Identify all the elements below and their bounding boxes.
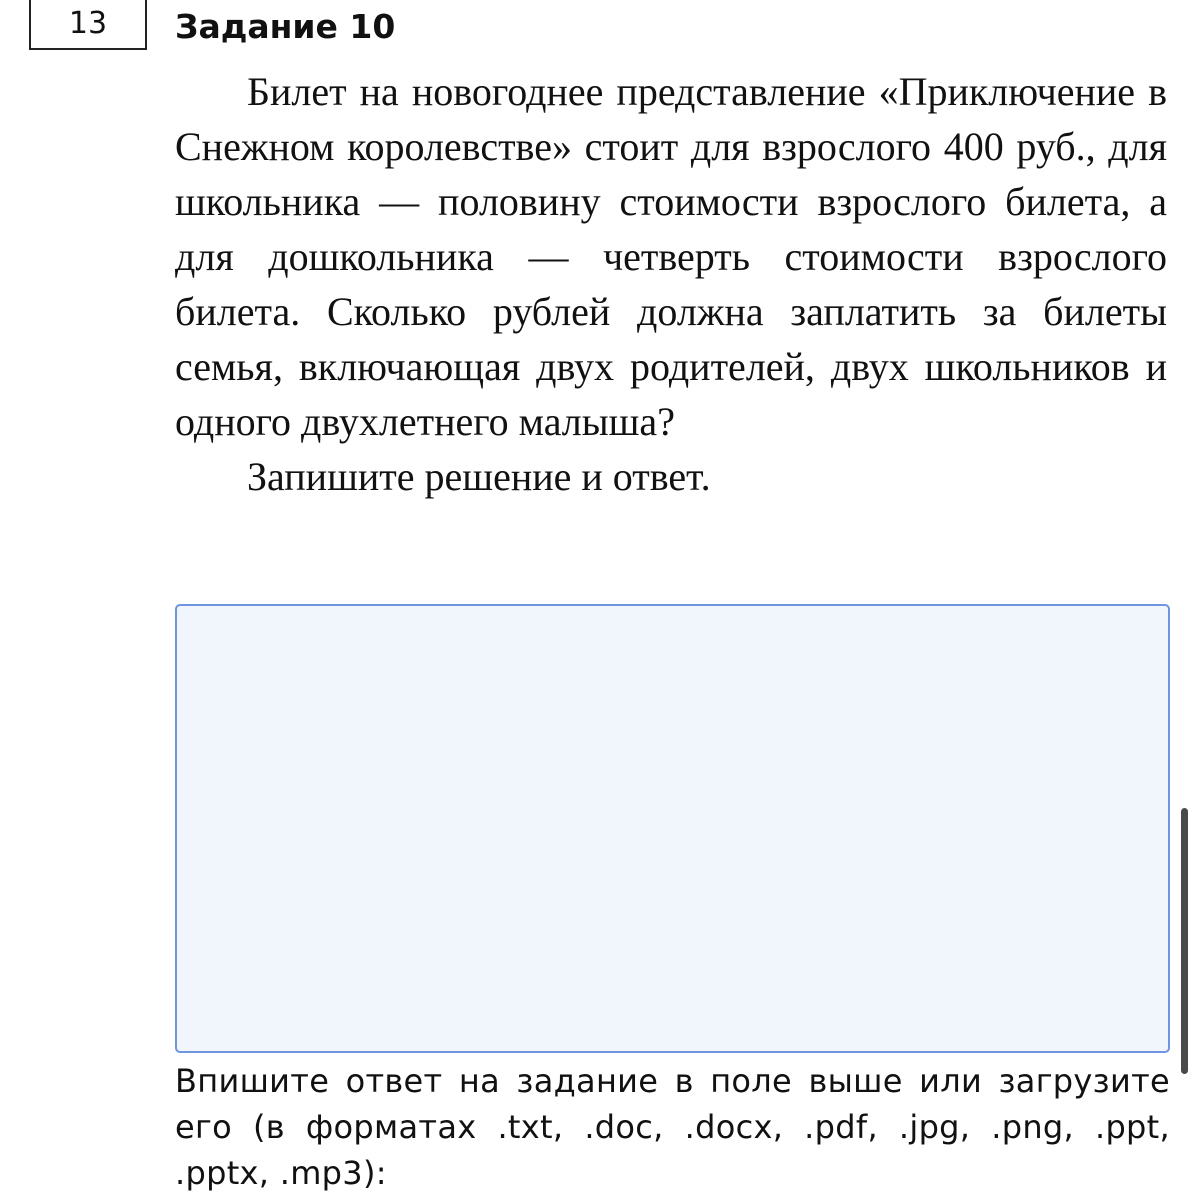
task-title: Задание 10 <box>175 7 396 46</box>
answer-textarea[interactable] <box>175 604 1170 1053</box>
question-text: Билет на новогоднее представление «Приключение в Снежном королевстве» стоит для взрослого 400 руб., для школьника — половину стоимости взрослого билета, а для дошкольника — четверть стоимости взрослого билета. Сколько рублей должна заплатить за билеты семья, включающая двух родителей, двух школьников и одного двухлетнего малыша? <box>175 69 1167 444</box>
question-block <box>175 64 1167 504</box>
question-instruction: Запишите решение и ответ. <box>247 454 711 499</box>
scrollbar-thumb[interactable] <box>1181 808 1188 1074</box>
upload-hint: Впишите ответ на задание в поле выше или загрузите его (в форматах .txt, .doc, .docx, .pdf, .jpg, .png, .ppt, .pptx, .mp3): <box>175 1062 1170 1192</box>
task-number-box: 13 <box>29 0 147 50</box>
